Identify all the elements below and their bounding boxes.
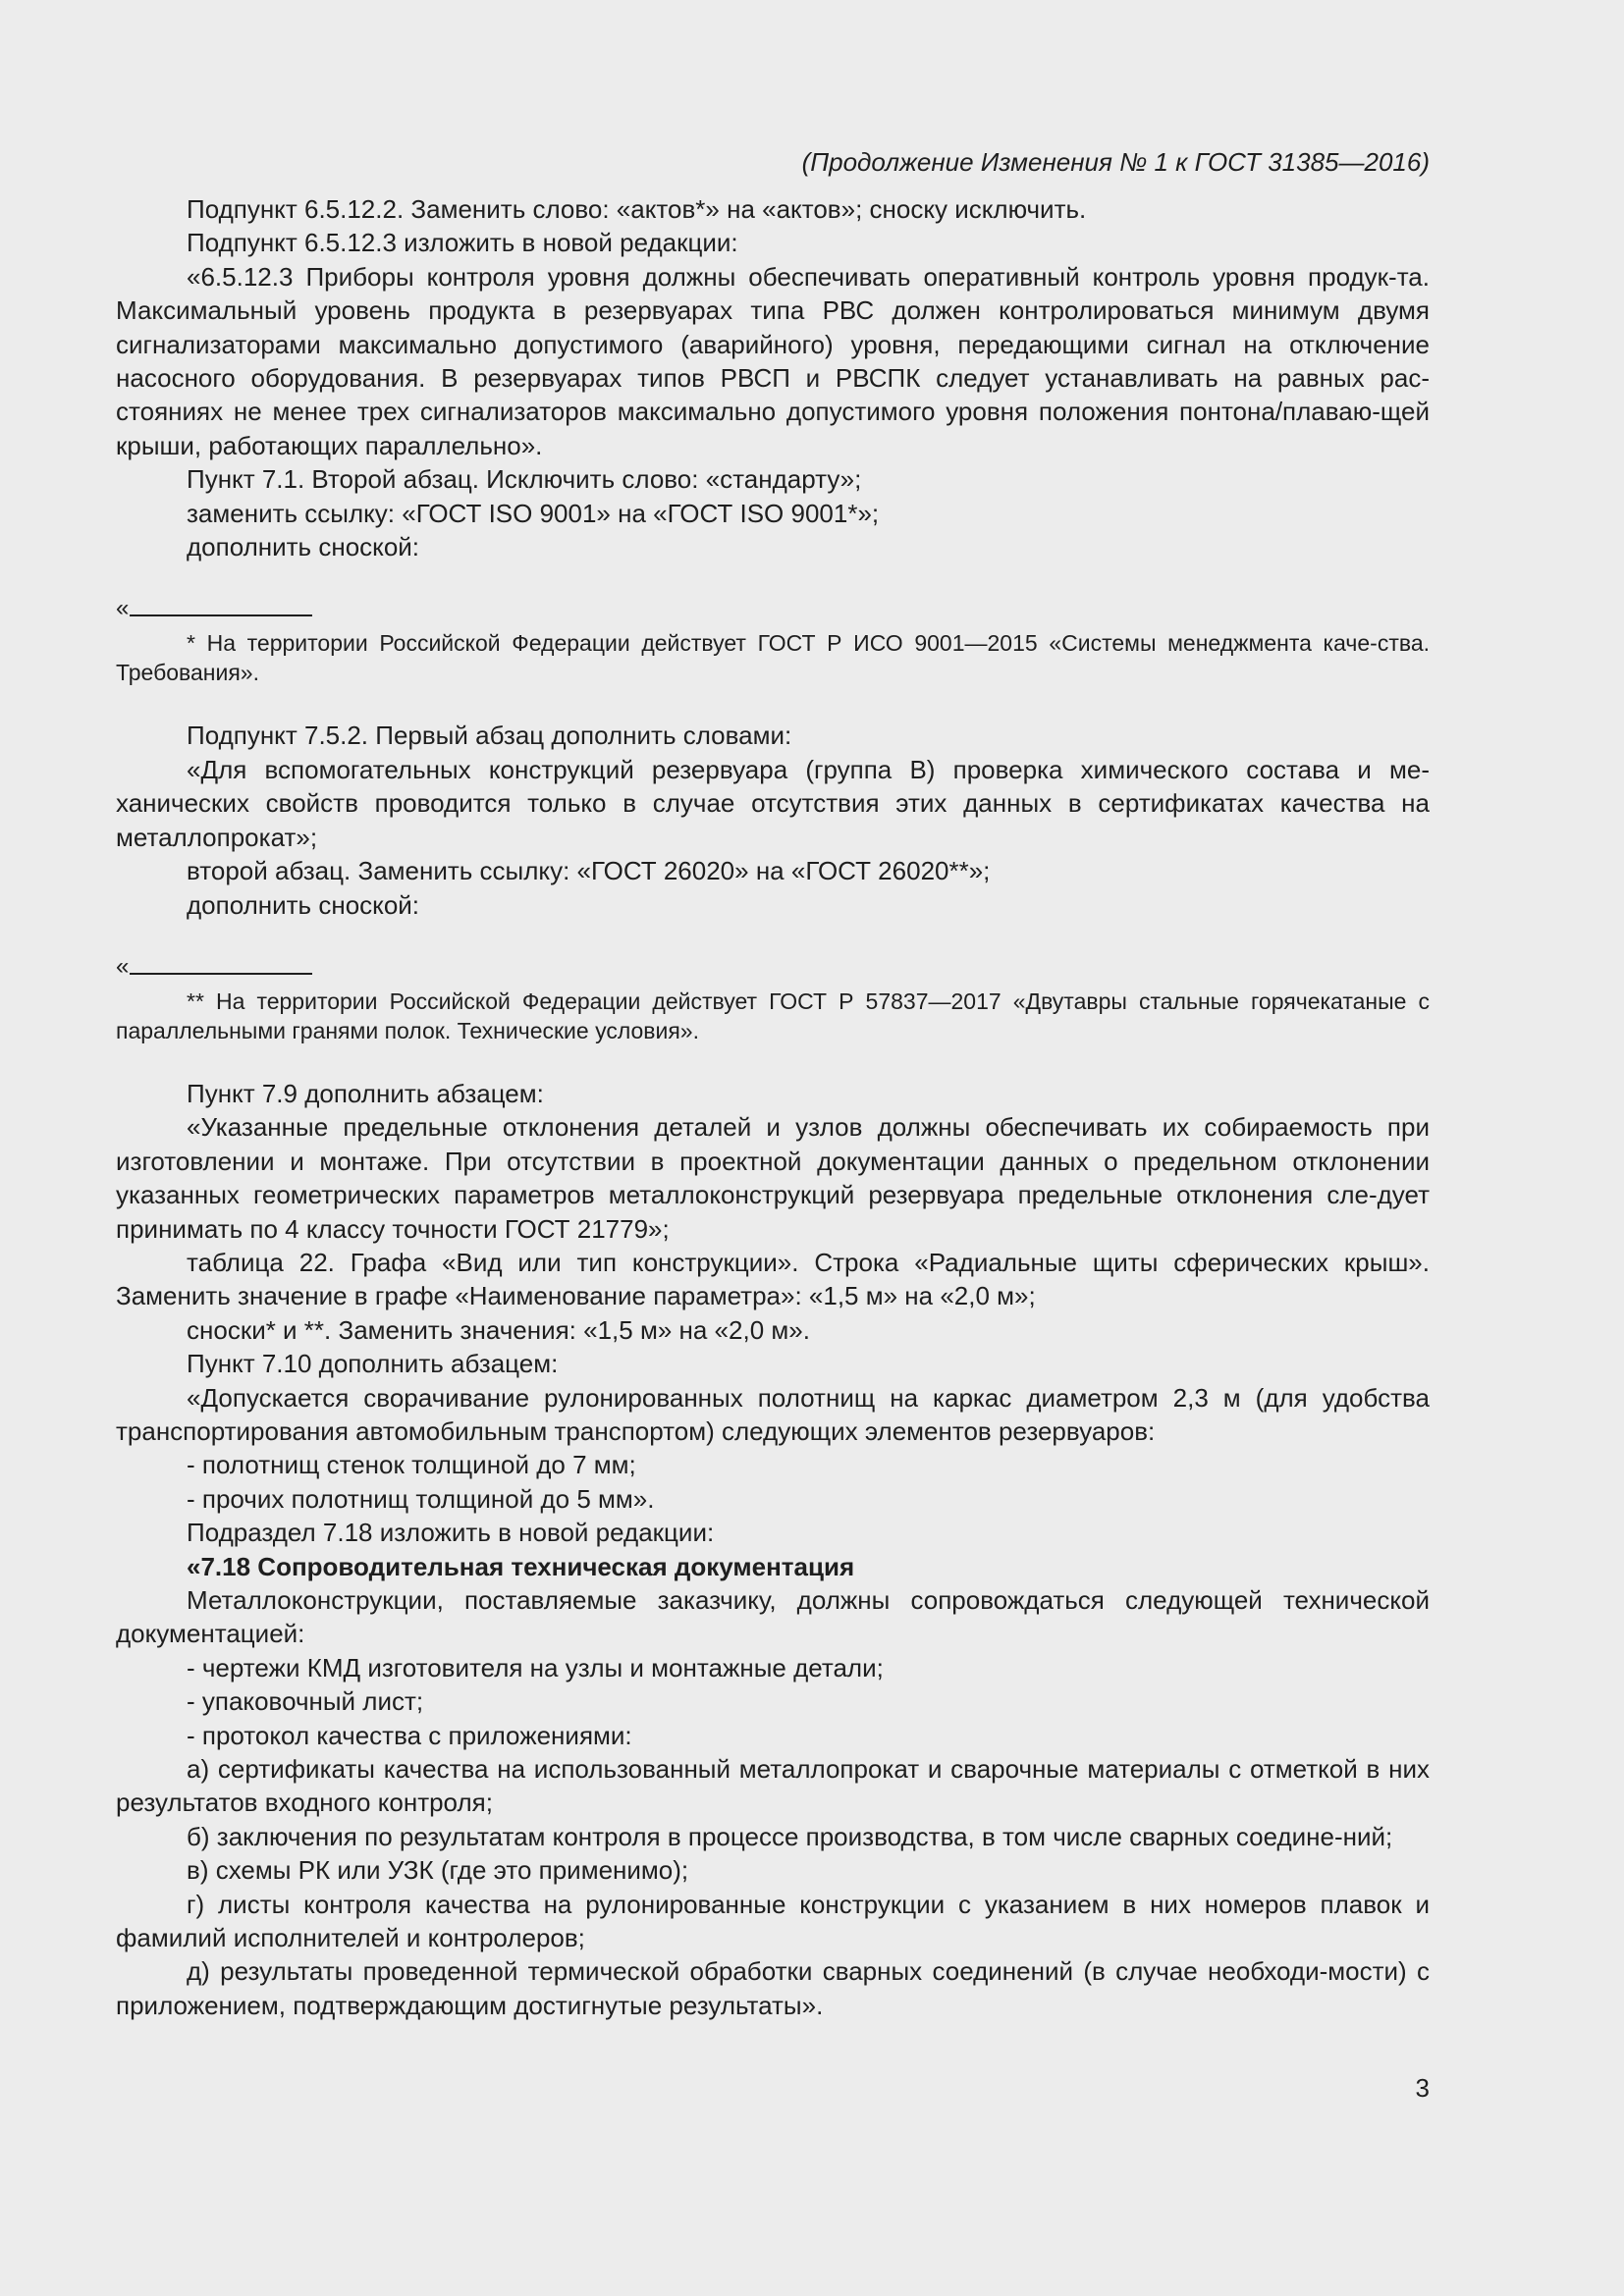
paragraph: Подпункт 7.5.2. Первый абзац дополнить словами: xyxy=(187,721,792,751)
paragraph: Пункт 7.10 дополнить абзацем: xyxy=(187,1349,559,1379)
section-heading: «7.18 Сопроводительная техническая документация xyxy=(187,1551,855,1581)
paragraph: «6.5.12.3 Приборы контроля уровня должны обеспечивать оперативный контроль уровня продук-та. Максимальный уровень продукта в резервуарах типа РВС должен контролироваться минимум двумя сигнализаторами максимально допустимого (аварийного) уровня, передающими сигнал на отключение насосного оборудования. В резервуарах типов РВСП и РВСПК следует устанавливать на равных рас-стояниях не менее трех сигнализаторов максимально допустимого уровня положения понтона/плаваю-щей крыши, работающих параллельно». xyxy=(116,261,1430,460)
paragraph: «Допускается сворачивание рулонированных полотнищ на каркас диаметром 2,3 м (для удобства транспортирования автомобильным транспортом) следующих элементов резервуаров: xyxy=(116,1382,1430,1446)
list-item: - прочих полотнищ толщиной до 5 мм». xyxy=(187,1483,655,1514)
list-item: - протокол качества с приложениями: xyxy=(187,1720,632,1750)
footnote-rule xyxy=(130,614,312,616)
footnote-separator xyxy=(116,597,1430,622)
paragraph: заменить ссылку: «ГОСТ ISO 9001» на «ГОСТ ISO 9001*»; xyxy=(187,498,880,528)
paragraph: дополнить сноской: xyxy=(187,532,420,562)
list-item: г) листы контроля качества на рулонированные конструкции с указанием в них номеров плавок и фамилий исполнителей и контролеров; xyxy=(116,1889,1430,1953)
paragraph: Пункт 7.1. Второй абзац. Исключить слово: «стандарту»; xyxy=(187,464,862,495)
footnote-quote-mark: « xyxy=(116,952,130,980)
paragraph: «Указанные предельные отклонения деталей и узлов должны обеспечивать их собираемость при изготовлении и монтаже. При отсутствии в проектной документации данных о предельном отклонении указанных геометрических параметров металлоконструкций резервуара предельные отклонения сле-дует принимать по 4 классу точности ГОСТ 21779»; xyxy=(116,1112,1430,1244)
footnote-rule xyxy=(130,973,312,975)
paragraph: Подпункт 6.5.12.3 изложить в новой редакции: xyxy=(187,228,738,258)
list-item: д) результаты проведенной термической обработки сварных соединений (в случае необходи-мости) с приложением, подтверждающим достигнутые результаты». xyxy=(116,1956,1430,2020)
paragraph: сноски* и **. Заменить значения: «1,5 м» на «2,0 м». xyxy=(187,1314,810,1345)
paragraph: таблица 22. Графа «Вид или тип конструкции». Строка «Радиальные щиты сферических крыш». Заменить значение в графе «Наименование параметра»: «1,5 м» на «2,0 м»; xyxy=(116,1247,1430,1311)
paragraph: второй абзац. Заменить ссылку: «ГОСТ 26020» на «ГОСТ 26020**»; xyxy=(187,856,991,886)
paragraph: Пункт 7.9 дополнить абзацем: xyxy=(187,1078,544,1108)
paragraph: Подпункт 6.5.12.2. Заменить слово: «актов*» на «актов»; сноску исключить. xyxy=(187,194,1087,224)
list-item: б) заключения по результатам контроля в процессе производства, в том числе сварных соедине-ний; xyxy=(187,1821,1393,1851)
page-header: (Продолжение Изменения № 1 к ГОСТ 31385—2016) xyxy=(801,147,1430,177)
list-item: - полотнищ стенок толщиной до 7 мм; xyxy=(187,1450,636,1480)
list-item: а) сертификаты качества на использованный металлопрокат и сварочные материалы с отметкой в них результатов входного контроля; xyxy=(116,1754,1430,1818)
paragraph: «Для вспомогательных конструкций резервуара (группа В) проверка химического состава и ме-ханических свойств проводится только в случае отсутствия этих данных в сертификатах качества на металлопрокат»; xyxy=(116,754,1430,852)
paragraph: дополнить сноской: xyxy=(187,889,420,920)
paragraph: Подраздел 7.18 изложить в новой редакции: xyxy=(187,1518,715,1548)
page-number: 3 xyxy=(1415,2073,1430,2103)
page-content xyxy=(116,145,1430,2022)
footnote-separator xyxy=(116,952,1430,981)
paragraph: Металлоконструкции, поставляемые заказчику, должны сопровождаться следующей технической документацией: xyxy=(116,1585,1430,1649)
list-item: в) схемы РК или УЗК (где это применимо); xyxy=(187,1855,689,1886)
footnote-quote-mark: « xyxy=(116,595,130,622)
list-item: - чертежи КМД изготовителя на узлы и монтажные детали; xyxy=(187,1652,884,1682)
list-item: - упаковочный лист; xyxy=(187,1686,424,1717)
footnote: * На территории Российской Федерации действует ГОСТ Р ИСО 9001—2015 «Системы менеджмента каче-ства. Требования». xyxy=(116,630,1430,686)
footnote: ** На территории Российской Федерации действует ГОСТ Р 57837—2017 «Двутавры стальные горячекатаные с параллельными гранями полок. Технические условия». xyxy=(116,988,1430,1043)
